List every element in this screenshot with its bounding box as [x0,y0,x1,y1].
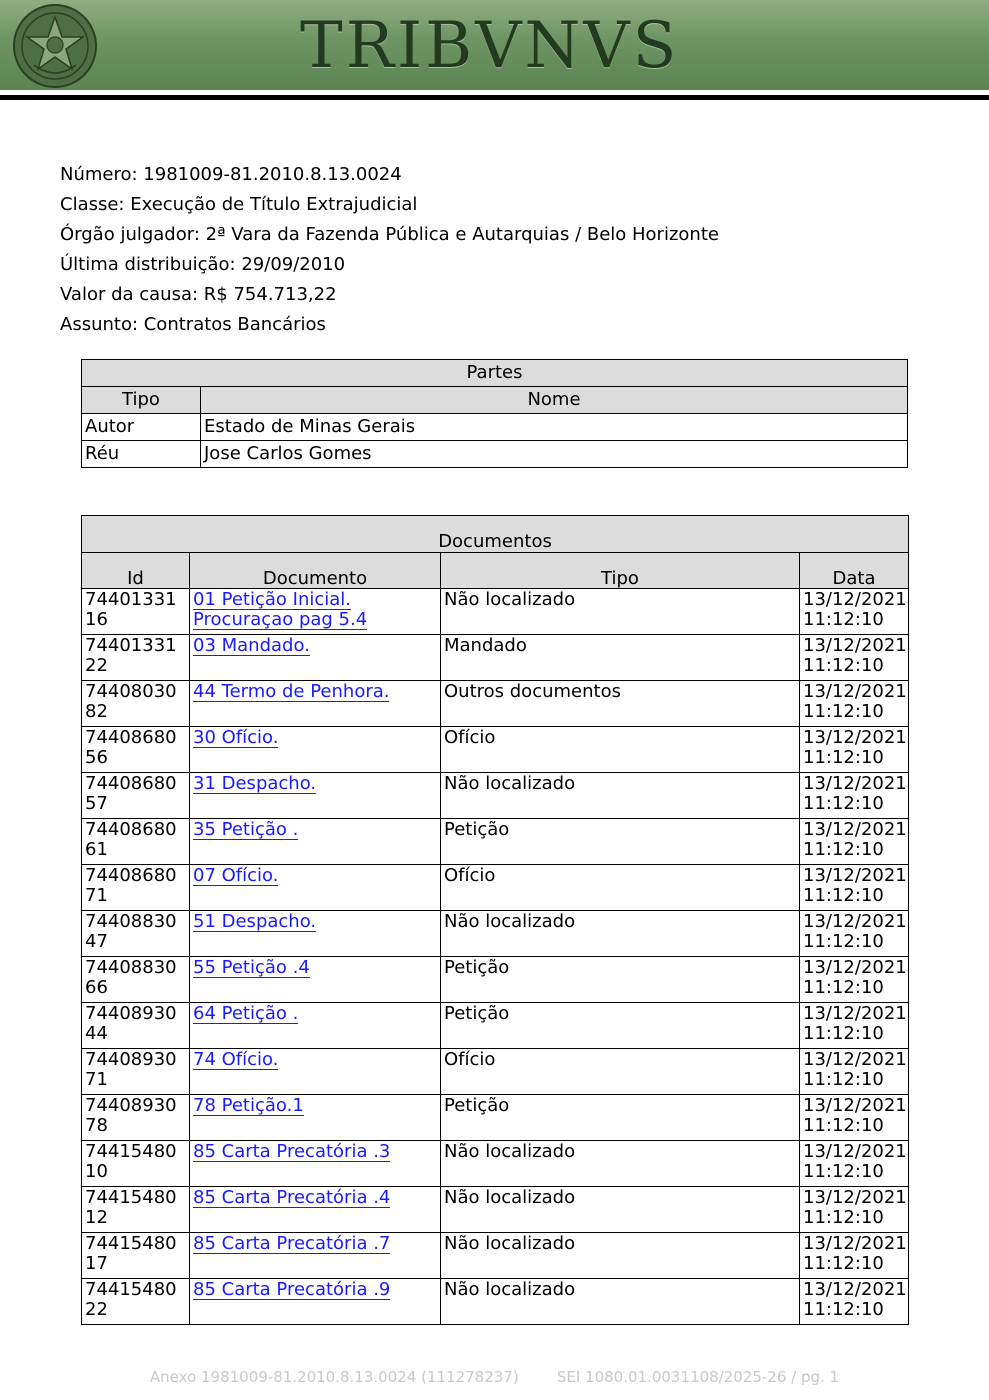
document-link[interactable] [193,865,278,886]
document-link[interactable] [193,1003,298,1024]
documents-col-date: Data [800,553,909,589]
document-id: 7441548012 [82,1187,190,1233]
document-id: 7440883066 [82,957,190,1003]
document-link-label: 85 Carta Precatória .4 [193,1187,391,1208]
document-date: 13/12/2021 11:12:10 [800,957,909,1003]
document-link[interactable] [193,1187,390,1208]
document-link-label: 85 Carta Precatória .9 [193,1279,391,1300]
document-link[interactable] [193,1095,304,1116]
document-link-label: 44 Termo de Penhora. [193,681,390,702]
document-type: Ofício [441,1049,800,1095]
document-type: Petição [441,819,800,865]
document-cell [190,911,441,957]
footer-annex: Anexo 1981009-81.2010.8.13.0024 (111278237) [149,1368,519,1386]
header-banner [0,0,989,90]
document-link[interactable] [193,727,278,748]
document-link[interactable] [193,1233,390,1254]
banner-divider [0,95,989,100]
document-type: Ofício [441,865,800,911]
document-link[interactable] [193,819,298,840]
document-link-label: 64 Petição . [193,1003,299,1024]
document-date: 13/12/2021 11:12:10 [800,1233,909,1279]
document-link-label: 30 Ofício. [193,727,279,748]
document-cell [190,727,441,773]
document-link-label: 55 Petição .4 [193,957,310,978]
page-footer [0,1368,989,1386]
document-date: 13/12/2021 11:12:10 [800,1279,909,1325]
document-type: Petição [441,957,800,1003]
document-row [82,635,909,681]
documents-col-type: Tipo [441,553,800,589]
document-row [82,1003,909,1049]
document-row [82,1141,909,1187]
party-name: Estado de Minas Gerais [201,414,908,441]
process-info [60,160,719,340]
document-link[interactable] [193,1141,390,1162]
parties-title: Partes [82,360,908,387]
document-type: Não localizado [441,1233,800,1279]
document-date: 13/12/2021 11:12:10 [800,865,909,911]
documents-title: Documentos [82,516,909,553]
document-id: 7440133116 [82,589,190,635]
document-link-label: 03 Mandado. [193,635,310,656]
document-link[interactable] [193,1049,278,1070]
document-row [82,1279,909,1325]
document-link-label: 35 Petição . [193,819,299,840]
document-cell [190,635,441,681]
document-id: 7440893044 [82,1003,190,1049]
document-date: 13/12/2021 11:12:10 [800,1049,909,1095]
document-link-label: 85 Carta Precatória .7 [193,1233,391,1254]
document-id: 7440893071 [82,1049,190,1095]
document-date: 13/12/2021 11:12:10 [800,727,909,773]
document-type: Ofício [441,727,800,773]
document-cell [190,589,441,635]
document-cell [190,1003,441,1049]
party-name: Jose Carlos Gomes [201,441,908,468]
document-date: 13/12/2021 11:12:10 [800,1003,909,1049]
banner-title: TRIBVNVS [300,9,680,83]
document-type: Mandado [441,635,800,681]
coat-of-arms-icon [12,3,98,89]
documents-col-id: Id [82,553,190,589]
document-date: 13/12/2021 11:12:10 [800,1187,909,1233]
document-link[interactable] [193,589,367,630]
document-cell [190,1095,441,1141]
document-row [82,957,909,1003]
document-cell [190,1187,441,1233]
document-link-label: 51 Despacho. [193,911,317,932]
case-value: Valor da causa: R$ 754.713,22 [60,284,337,305]
document-cell [190,1049,441,1095]
document-date: 13/12/2021 11:12:10 [800,911,909,957]
document-link-label: 31 Despacho. [193,773,317,794]
case-subject: Assunto: Contratos Bancários [60,314,326,335]
process-number: Número: 1981009-81.2010.8.13.0024 [60,164,402,185]
document-row [82,1187,909,1233]
document-id: 7441548010 [82,1141,190,1187]
document-cell [190,1279,441,1325]
document-type: Petição [441,1003,800,1049]
document-date: 13/12/2021 11:12:10 [800,773,909,819]
document-cell [190,1233,441,1279]
process-class: Classe: Execução de Título Extrajudicial [60,194,418,215]
document-row [82,1049,909,1095]
footer-sei: SEI 1080.01.0031108/2025-26 / pg. 1 [556,1368,840,1386]
document-type: Não localizado [441,911,800,957]
document-id: 7440868061 [82,819,190,865]
document-type: Não localizado [441,1279,800,1325]
document-row [82,681,909,727]
document-id: 7441548017 [82,1233,190,1279]
documents-table [81,515,909,1325]
document-date: 13/12/2021 11:12:10 [800,819,909,865]
document-link[interactable] [193,773,316,794]
document-id: 7440883047 [82,911,190,957]
document-date: 13/12/2021 11:12:10 [800,681,909,727]
document-row [82,727,909,773]
parties-col-name: Nome [201,387,908,414]
document-row [82,773,909,819]
document-link[interactable] [193,911,316,932]
document-cell [190,957,441,1003]
document-row [82,819,909,865]
party-row [82,414,908,441]
documents-col-document: Documento [190,553,441,589]
document-id: 7441548022 [82,1279,190,1325]
document-id: 7440893078 [82,1095,190,1141]
document-cell [190,773,441,819]
document-cell [190,681,441,727]
document-link-label: 07 Ofício. [193,865,279,886]
document-row [82,589,909,635]
last-distribution: Última distribuição: 29/09/2010 [60,254,346,275]
document-type: Petição [441,1095,800,1141]
document-row [82,1233,909,1279]
document-link-label: 74 Ofício. [193,1049,279,1070]
document-link[interactable] [193,681,389,702]
document-date: 13/12/2021 11:12:10 [800,1095,909,1141]
document-date: 13/12/2021 11:12:10 [800,1141,909,1187]
document-type: Outros documentos [441,681,800,727]
document-id: 7440133122 [82,635,190,681]
document-link[interactable] [193,957,310,978]
document-cell [190,865,441,911]
document-link-label: 01 Petição Inicial. Procuraçao pag 5.4 [193,589,368,630]
document-type: Não localizado [441,1141,800,1187]
document-row [82,1095,909,1141]
party-type: Réu [82,441,201,468]
document-type: Não localizado [441,773,800,819]
document-link[interactable] [193,635,310,656]
document-id: 7440868056 [82,727,190,773]
document-cell [190,819,441,865]
parties-table [81,359,908,468]
document-id: 7440868057 [82,773,190,819]
document-link-label: 78 Petição.1 [193,1095,304,1116]
document-link-label: 85 Carta Precatória .3 [193,1141,391,1162]
party-type: Autor [82,414,201,441]
judging-body: Órgão julgador: 2ª Vara da Fazenda Pública e Autarquias / Belo Horizonte [60,224,719,245]
document-type: Não localizado [441,1187,800,1233]
parties-col-type: Tipo [82,387,201,414]
party-row [82,441,908,468]
document-date: 13/12/2021 11:12:10 [800,589,909,635]
document-type: Não localizado [441,589,800,635]
document-id: 7440868071 [82,865,190,911]
document-id: 7440803082 [82,681,190,727]
document-row [82,865,909,911]
document-date: 13/12/2021 11:12:10 [800,635,909,681]
document-link[interactable] [193,1279,390,1300]
document-row [82,911,909,957]
document-cell [190,1141,441,1187]
